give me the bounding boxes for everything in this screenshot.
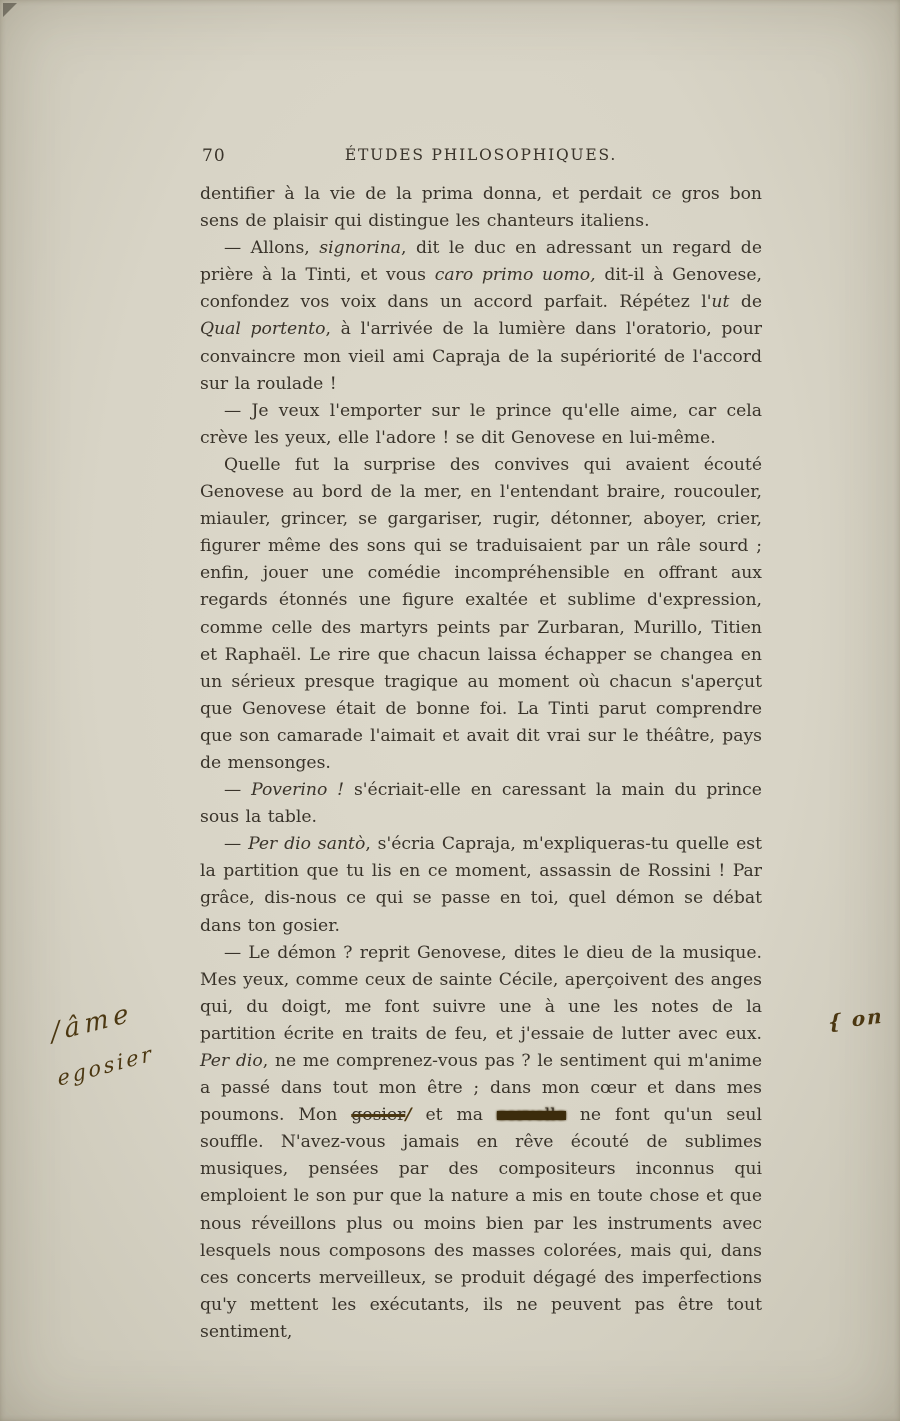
paragraph (200, 235, 762, 398)
text-segment: , dit le duc en adressant un regard de prière à la Tinti, et vous (200, 238, 762, 286)
paragraph (200, 398, 762, 452)
handwritten-note-gosier: egosier (56, 1041, 156, 1091)
text-segment: s'écriait-elle en caressant la main du prince sous la table. (200, 780, 762, 828)
text-segment: — (224, 780, 252, 801)
paragraph (200, 777, 762, 831)
page-number: 70 (202, 146, 226, 166)
italic-text: Poverino ! (251, 780, 345, 801)
paragraph (200, 181, 762, 235)
text-segment: , s'écria Capraja, m'expliqueras-tu quelle est la partition que tu lis en ce moment, assassin de Rossini ! Par grâce, dis-nous ce qui se passe en toi, quel démon se débat dans ton gosier. (200, 834, 762, 936)
text-segment: — Allons, (224, 238, 320, 259)
text-segment: de (729, 292, 762, 313)
italic-text: caro primo uomo, (434, 265, 596, 286)
text-segment: et ma (411, 1105, 497, 1126)
handwritten-mark: / (405, 1105, 412, 1126)
page-header (200, 144, 762, 170)
text-segment: ne font qu'un seul souffle. N'avez-vous jamais en rêve écouté de sublimes musiques, pensées par des compositeurs inconnus qui emploient le son pur que la nature a mis en toute chose et que nous réveillons plus ou moins bien par les instruments avec lesquels nous composons des masses colorées, mais qui, dans ces concerts merveilleux, se produit dégagé des imperfections qu'y mettent les exécutants, ils ne peuvent pas être tout sentiment, (200, 1105, 762, 1342)
italic-text: ut (711, 292, 730, 313)
running-header: ÉTUDES PHILOSOPHIQUES. (344, 146, 618, 164)
text-segment: Quelle fut la surprise des convives qui avaient écouté Genovese au bord de la mer, en l'entendant braire, roucouler, miauler, grincer, se gargariser, rugir, détonner, aboyer, crier, figurer même des sons qui se traduisaient par un râle sourd ; enfin, jouer une comédie incompréhensible en offrant aux regards étonnés une figure exaltée et sublime d'expression, comme celle des martyrs peints par Zurbaran, Murillo, Titien et Raphaël. Le rire que chacun laissa échapper se changea en un sérieux presque tragique au moment où chacun s'aperçut que Genovese était de bonne foi. La Tinti parut comprendre que son camarade l'aimait et avait dit vrai sur le théâtre, pays de mensonges. (200, 454, 762, 773)
scan-corner-mark (3, 3, 17, 17)
paragraph (200, 831, 762, 939)
text-segment: , ne me comprenez-vous pas ? le sentiment qui m'anime a passé dans tout mon être ; dans mon cœur et dans mes poumons. Mon (200, 1051, 762, 1126)
paragraph (200, 452, 762, 777)
italic-text: Per dio (200, 1051, 263, 1071)
text-segment: — Le démon ? reprit Genovese, dites le dieu de la musique. Mes yeux, comme ceux de sainte Cécile, aperçoivent des anges qui, du doigt, me font suivre une à une les notes de la partition écrite en traits de feu, et j'essaie de lutter avec eux. (200, 942, 762, 1044)
text-segment: , à l'arrivée de la lumière dans l'oratorio, pour convaincre mon vieil ami Capraja de la supériorité de l'accord sur la roulade ! (200, 319, 763, 394)
paragraph (200, 940, 762, 1346)
handwritten-note-on: { on (827, 1003, 884, 1035)
italic-text: Qual portento (200, 319, 326, 340)
italic-text: Per dio santò (248, 834, 366, 855)
text-segment: dentifier à la vie de la prima donna, et perdait ce gros bon sens de plaisir qui distingue les chanteurs italiens. (200, 184, 762, 232)
text-segment: — (224, 834, 249, 855)
struck-word: cervelle (496, 1105, 566, 1126)
text-segment: — Je veux l'emporter sur le prince qu'elle aime, car cela crève les yeux, elle l'adore ! se dit Genovese en lui-même. (200, 400, 762, 448)
struck-word: gosier (351, 1105, 406, 1126)
italic-text: signorina (319, 238, 402, 259)
text-segment: dit-il à Genovese, confondez vos voix dans un accord parfait. Répétez l' (200, 265, 762, 313)
text-block (200, 181, 762, 1346)
handwritten-note-ame: /âme (49, 997, 135, 1049)
